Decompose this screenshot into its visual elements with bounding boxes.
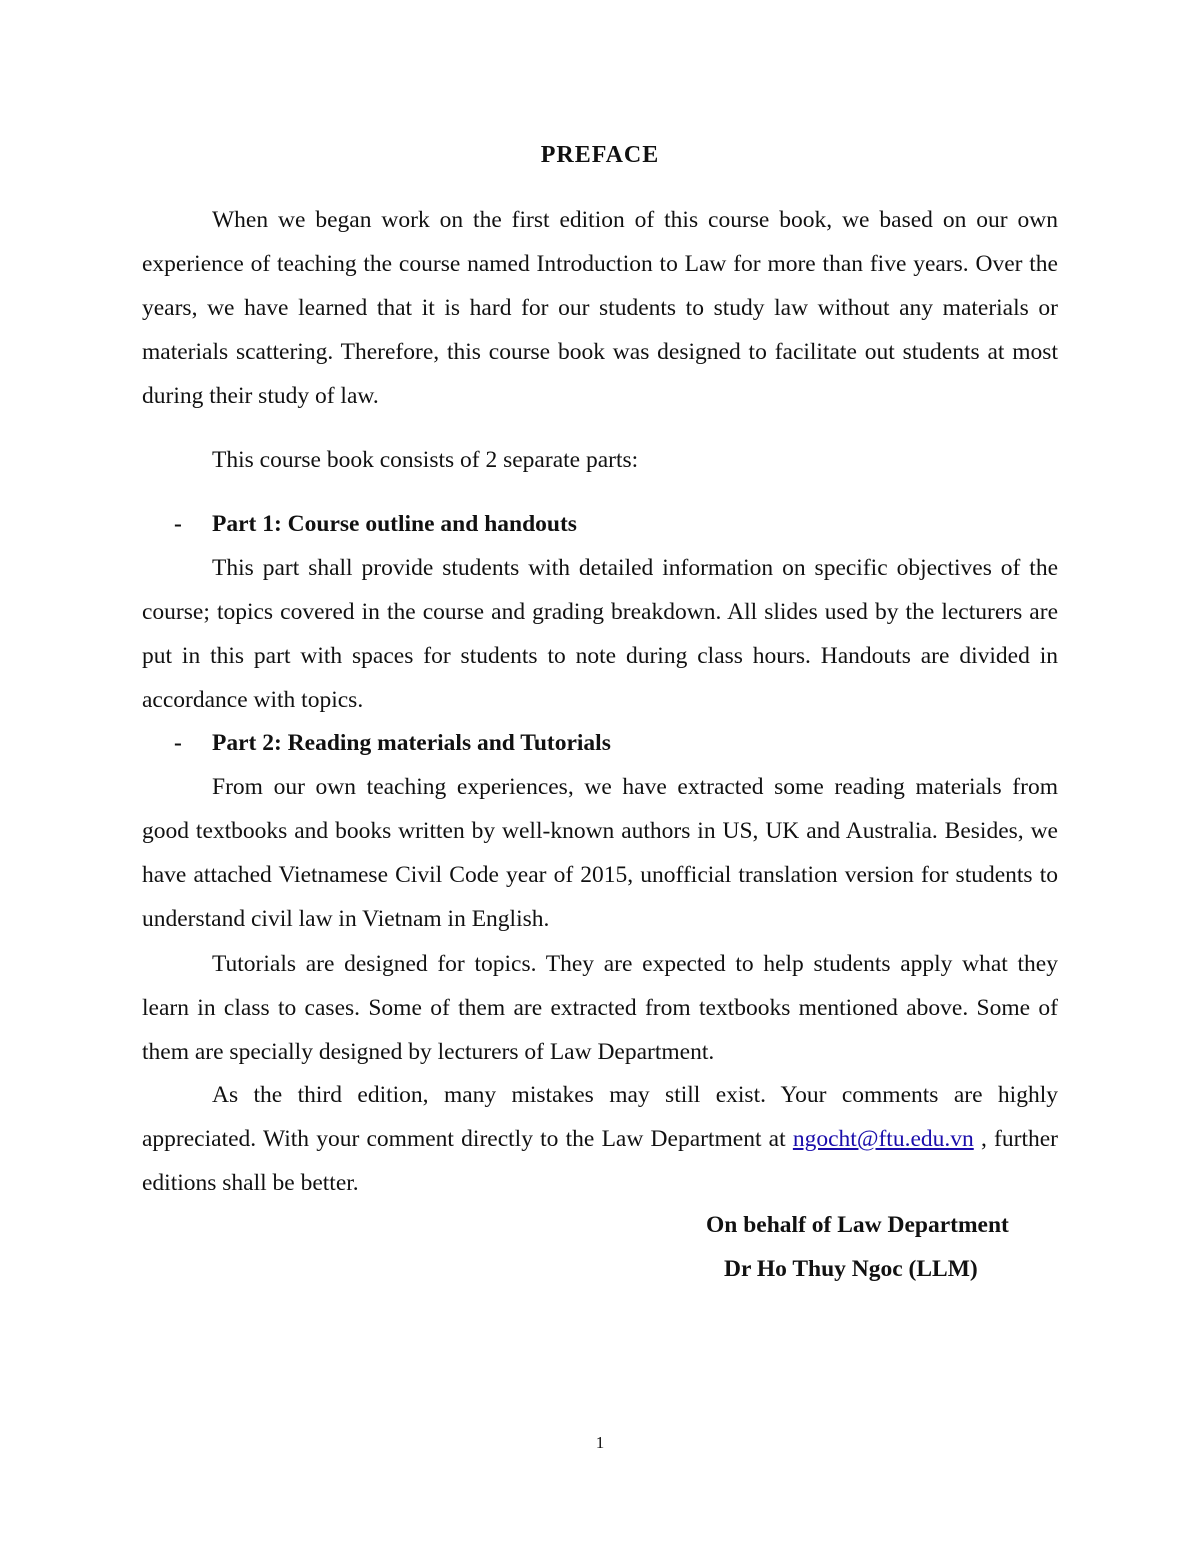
intro-paragraph: When we began work on the first edition of this course book, we based on our own experience of teaching the course named Introduction to Law for more than five years. Over the years, we have learned that it is hard for our students to study law without any materials or materials scattering. Therefore, this course book was designed to facilitate out students at most during their study of law. bbox=[142, 207, 1058, 409]
tutorials-paragraph: Tutorials are designed for topics. They are expected to help students apply what they learn in class to cases. Some of them are extracted from textbooks mentioned above. Some of them are specially designed by lecturers of Law Department. bbox=[142, 951, 1058, 1065]
part1-heading-text: Part 1: Course outline and handouts bbox=[212, 511, 577, 537]
part2-heading-text: Part 2: Reading materials and Tutorials bbox=[212, 730, 611, 756]
signature-department: On behalf of Law Department bbox=[706, 1212, 1009, 1238]
part2-paragraph: From our own teaching experiences, we have extracted some reading materials from good textbooks and books written by well-known authors in US, UK and Australia. Besides, we have attached Vietnamese Civil Code year of 2015, unofficial translation version for students to understand civil law in Vietnam in English. bbox=[142, 774, 1058, 932]
closing-paragraph bbox=[142, 1073, 1058, 1205]
bullet-marker: - bbox=[174, 730, 182, 756]
closing-text-end: , further editions shall be better. bbox=[142, 1126, 1058, 1196]
page-title: PREFACE bbox=[540, 142, 660, 168]
part1-heading bbox=[142, 502, 1058, 546]
part2-heading bbox=[142, 721, 1058, 765]
email-link[interactable]: ngocht@ftu.edu.vn bbox=[792, 1126, 974, 1152]
closing-text: As the third edition, many mistakes may still exist. Your comments are highly appreciated. With your comment directly to the Law Department at bbox=[142, 1082, 1058, 1152]
part1-paragraph: This part shall provide students with detailed information on specific objectives of the course; topics covered in the course and grading breakdown. All slides used by the lecturers are put in this part with spaces for students to note during class hours. Handouts are divided in accordance with topics. bbox=[142, 555, 1058, 713]
parts-intro-paragraph: This course book consists of 2 separate parts: bbox=[212, 447, 639, 473]
signature-name: Dr Ho Thuy Ngoc (LLM) bbox=[724, 1256, 978, 1282]
page-number: 1 bbox=[595, 1433, 605, 1452]
bullet-marker: - bbox=[174, 511, 182, 537]
